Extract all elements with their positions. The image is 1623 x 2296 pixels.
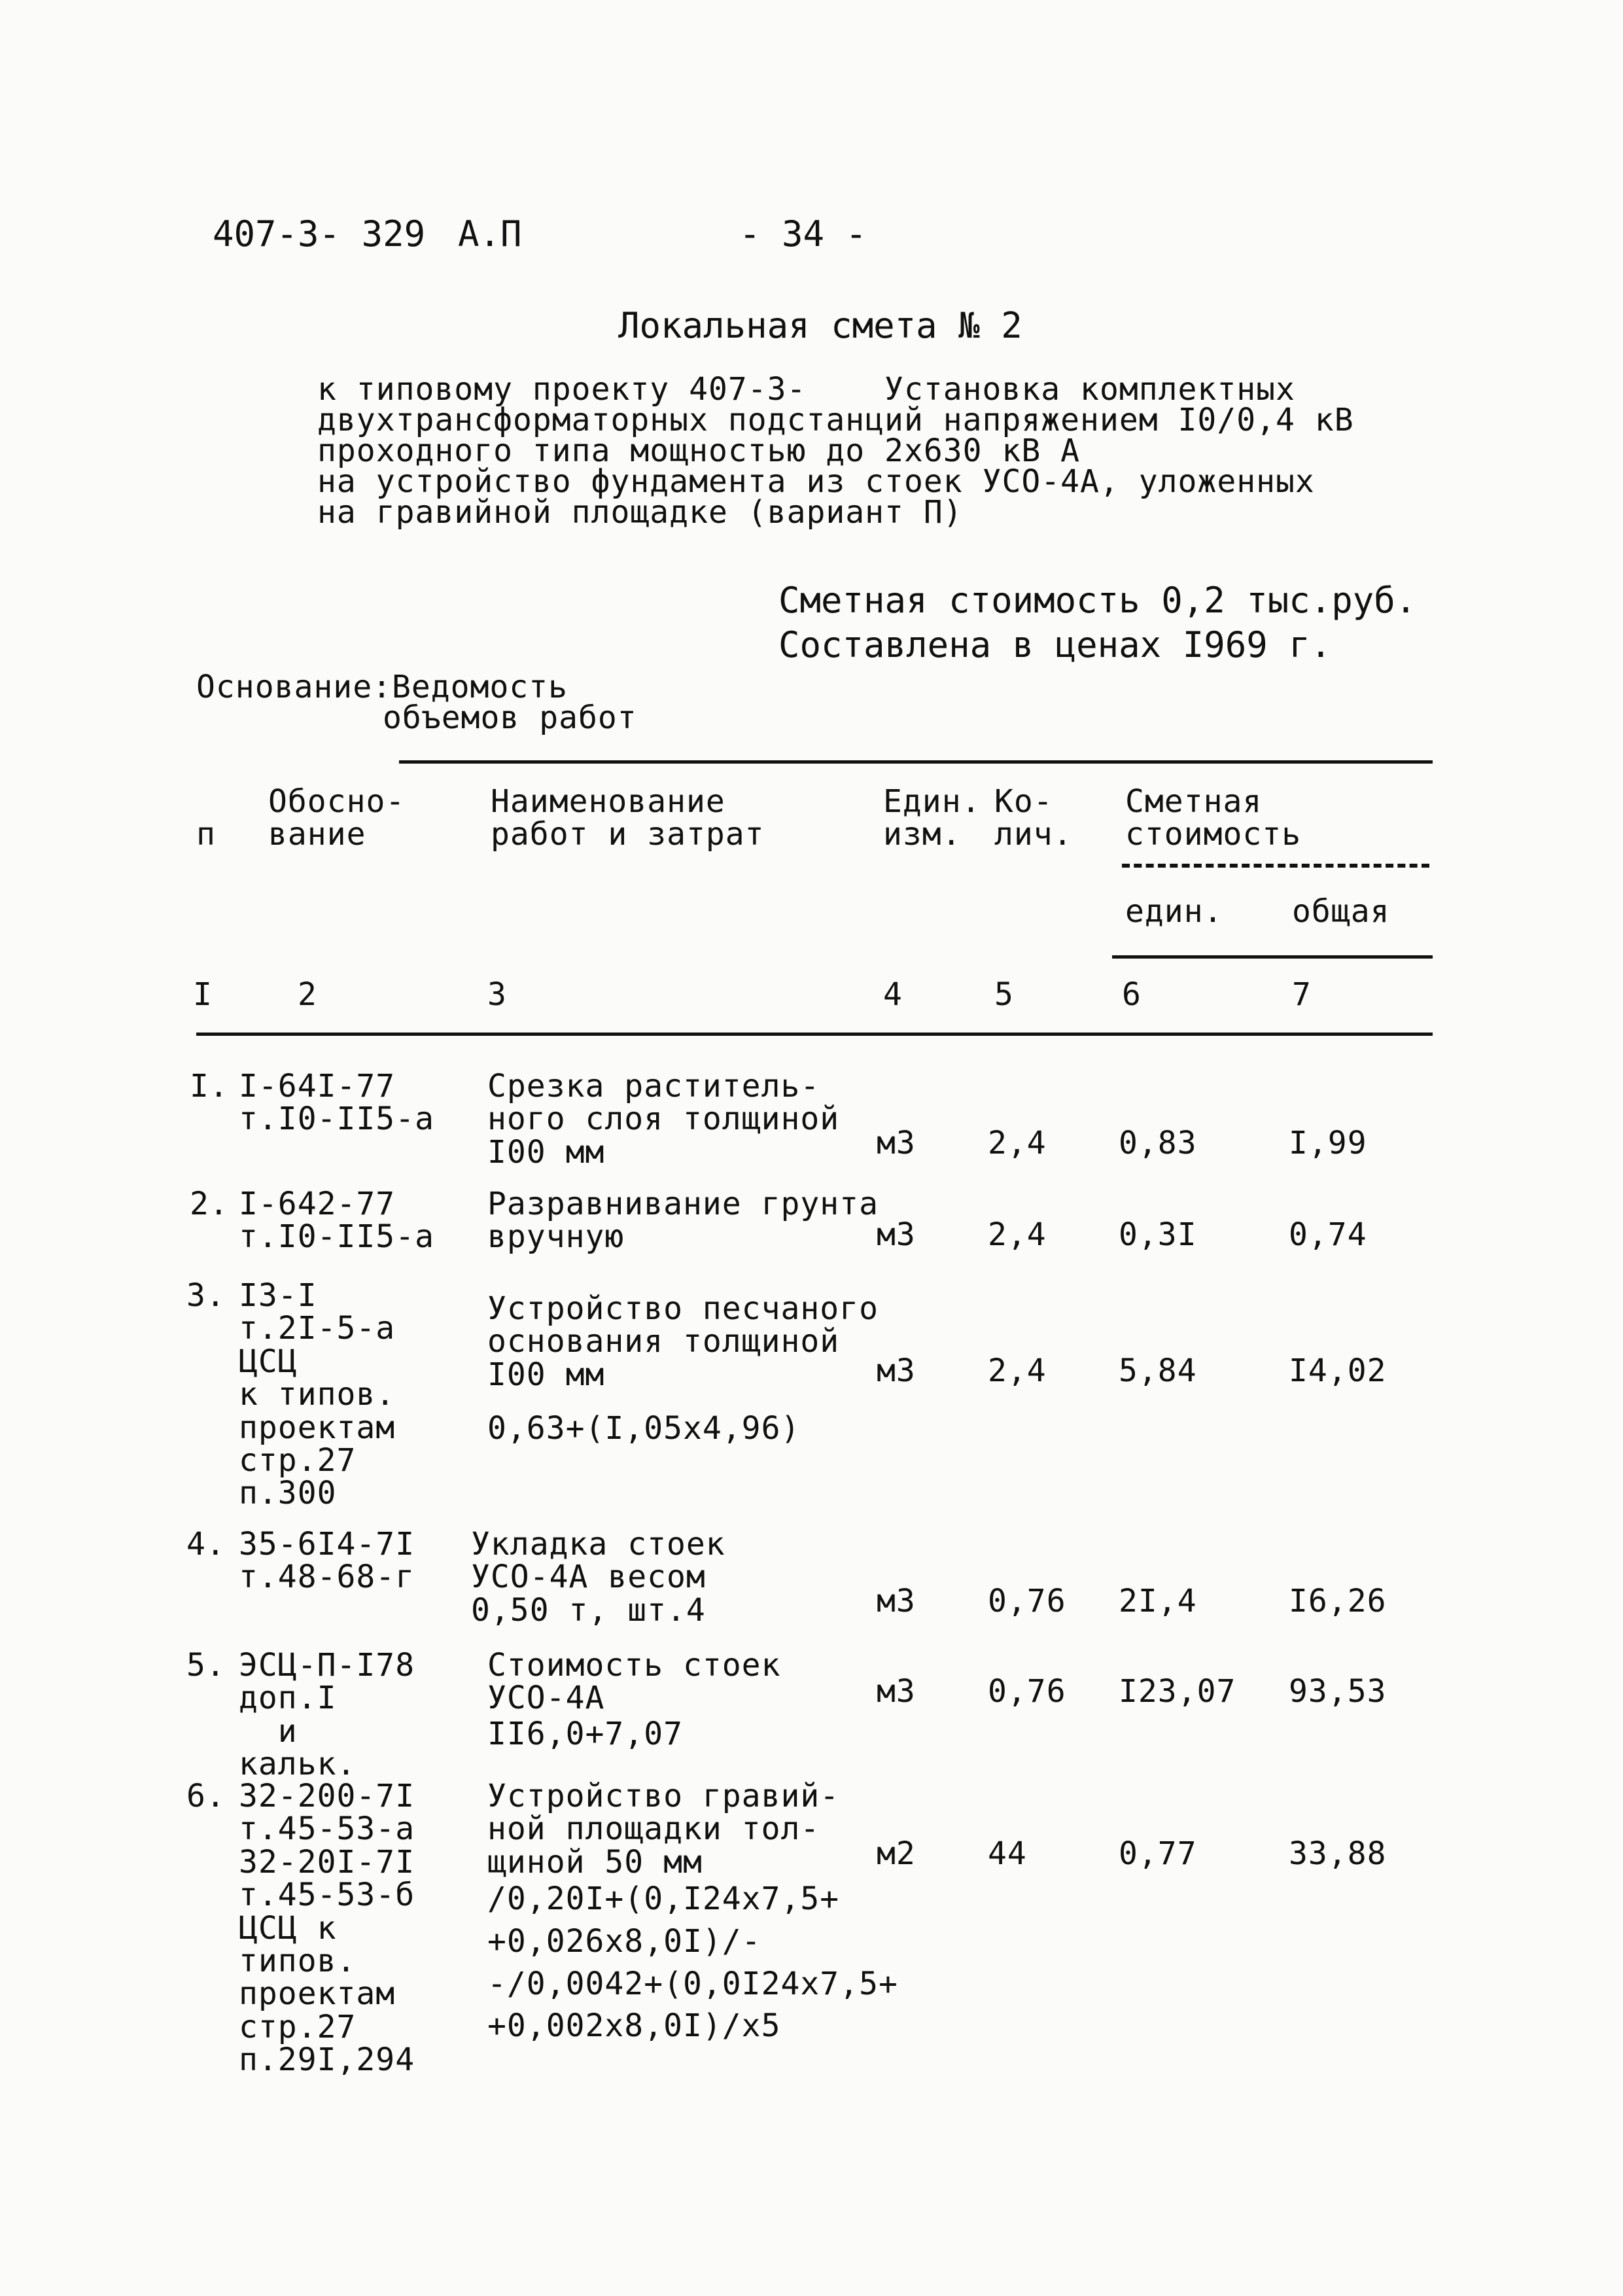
price-level: Составлена в ценах I969 г. xyxy=(778,624,1332,665)
header-cost-unit: един. xyxy=(1125,893,1223,930)
basis-line-1: Основание:Ведомость xyxy=(196,669,568,705)
subtitle-line-4: на устройство фундамента из стоек УСО-4А, уложенных xyxy=(317,463,1315,500)
row2-basis: I-642-77 т.I0-II5-а xyxy=(239,1186,434,1256)
row5-calc: II6,0+7,07 xyxy=(487,1716,683,1752)
row4-name: Укладка стоек УСО-4А весом 0,50 т, шт.4 xyxy=(471,1526,725,1629)
col-number-4: 4 xyxy=(883,976,903,1013)
row5-qty: 0,76 xyxy=(988,1673,1066,1710)
row6-basis: 32-200-7I т.45-53-а 32-20I-7I т.45-53-б ЦСЦ к типов. проектам стр.27 п.29I,294 xyxy=(239,1778,415,2079)
row4-unit-cost: 2I,4 xyxy=(1119,1583,1197,1619)
album-label: А.П xyxy=(458,213,522,255)
col-number-2: 2 xyxy=(298,976,317,1013)
header-unit: Един. изм. xyxy=(883,783,981,853)
row6-calc: /0,20I+(0,I24x7,5+ +0,026x8,0I)/- -/0,0042+(0,0I24x7,5+ +0,002x8,0I)/x5 xyxy=(487,1881,898,2045)
row4-total: I6,26 xyxy=(1289,1583,1387,1619)
row6-qty: 44 xyxy=(988,1835,1027,1872)
row3-name: Устройство песчаного основания толщиной I00 мм xyxy=(487,1290,879,1393)
row1-basis: I-64I-77 т.I0-II5-а xyxy=(239,1068,434,1138)
basis-line-2: объемов работ xyxy=(383,699,637,736)
document-title: Локальная смета № 2 xyxy=(618,305,1022,346)
row1-unit: м3 xyxy=(877,1125,916,1161)
row4-qty: 0,76 xyxy=(988,1583,1066,1619)
estimated-cost: Сметная стоимость 0,2 тыс.руб. xyxy=(778,580,1417,621)
header-cost: Сметная стоимость xyxy=(1125,783,1302,853)
row3-unit: м3 xyxy=(877,1352,916,1389)
subtitle-line-3: проходного типа мощностью до 2х630 кВ А xyxy=(317,433,1081,469)
row3-qty: 2,4 xyxy=(988,1352,1047,1389)
subtitle-line-1: к типовому проекту 407-3- Установка комплектных xyxy=(317,371,1295,408)
row2-qty: 2,4 xyxy=(988,1216,1047,1253)
row2-total: 0,74 xyxy=(1289,1216,1367,1253)
header-qty: Ко- лич. xyxy=(994,783,1073,853)
row2-unit: м3 xyxy=(877,1216,916,1253)
row6-unit: м2 xyxy=(877,1835,916,1872)
header-cost-total: общая xyxy=(1292,893,1390,930)
row6-total: 33,88 xyxy=(1289,1835,1387,1872)
row5-name: Стоимость стоек УСО-4А xyxy=(487,1647,781,1717)
header-basis: Обосно- вание xyxy=(268,783,406,853)
row5-unit-cost: I23,07 xyxy=(1119,1673,1236,1710)
row1-num: I. xyxy=(190,1068,229,1104)
header-name: Наименование работ и затрат xyxy=(491,783,765,853)
header-num: п xyxy=(196,816,216,853)
row2-num: 2. xyxy=(190,1186,229,1222)
row1-qty: 2,4 xyxy=(988,1125,1047,1161)
row6-unit-cost: 0,77 xyxy=(1119,1835,1197,1872)
col-number-6: 6 xyxy=(1122,976,1142,1013)
row2-unit-cost: 0,3I xyxy=(1119,1216,1197,1253)
page-number: - 34 - xyxy=(739,213,867,255)
row5-num: 5. xyxy=(186,1647,226,1684)
col-numbers-top-rule xyxy=(1112,955,1433,959)
row1-name: Срезка раститель- ного слоя толщиной I00 мм xyxy=(487,1068,840,1171)
row6-num: 6. xyxy=(186,1778,226,1814)
subtitle-line-2: двухтрансформаторных подстанций напряжением I0/0,4 кВ xyxy=(317,402,1354,438)
cost-divider-dashed xyxy=(1122,864,1429,868)
col-number-3: 3 xyxy=(487,976,507,1013)
row4-basis: 35-6I4-7I т.48-68-г xyxy=(239,1526,415,1596)
subtitle-line-5: на гравийной площадке (вариант П) xyxy=(317,494,963,531)
row3-total: I4,02 xyxy=(1289,1352,1387,1389)
row5-unit: м3 xyxy=(877,1673,916,1710)
table-top-rule xyxy=(399,760,1433,764)
col-number-1: I xyxy=(193,976,213,1013)
col-number-5: 5 xyxy=(994,976,1014,1013)
row5-basis: ЭСЦ-П-I78 доп.I и кальк. xyxy=(239,1647,415,1783)
row5-total: 93,53 xyxy=(1289,1673,1387,1710)
row3-calc: 0,63+(I,05x4,96) xyxy=(487,1410,801,1447)
row4-num: 4. xyxy=(186,1526,226,1563)
row1-total: I,99 xyxy=(1289,1125,1367,1161)
row2-name: Разравнивание грунта вручную xyxy=(487,1186,879,1256)
project-code: 407-3- 329 xyxy=(213,213,426,255)
col-number-7: 7 xyxy=(1292,976,1312,1013)
row3-unit-cost: 5,84 xyxy=(1119,1352,1197,1389)
row1-unit-cost: 0,83 xyxy=(1119,1125,1197,1161)
header-bottom-rule xyxy=(196,1033,1433,1036)
row4-unit: м3 xyxy=(877,1583,916,1619)
row3-basis: I3-I т.2I-5-а ЦСЦ к типов. проектам стр.27 п.300 xyxy=(239,1277,396,1512)
row3-num: 3. xyxy=(186,1277,226,1314)
row6-name: Устройство гравий- ной площадки тол- щиной 50 мм xyxy=(487,1778,840,1881)
